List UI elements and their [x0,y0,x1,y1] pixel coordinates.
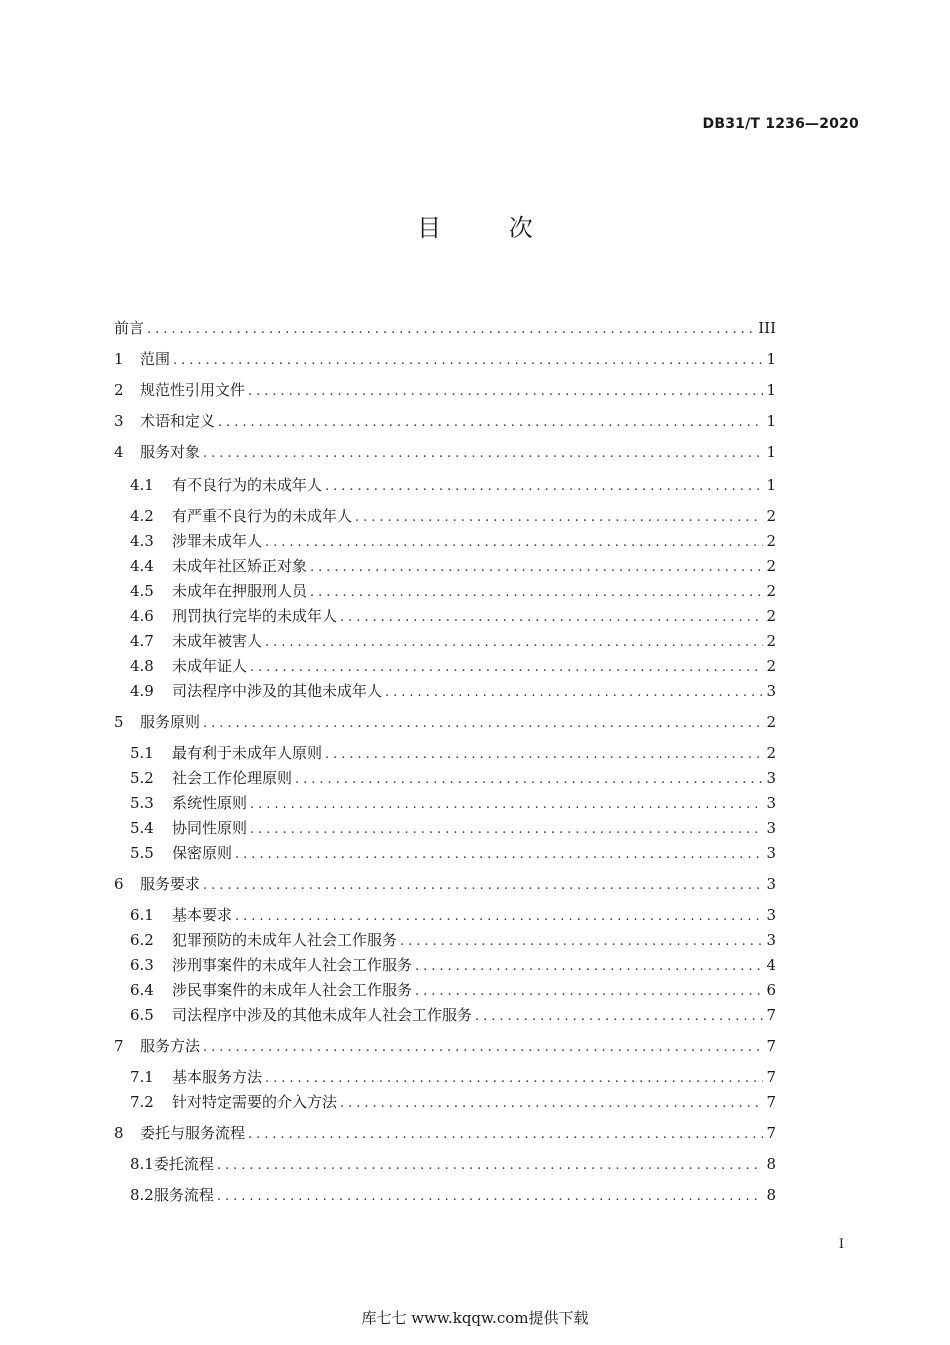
toc-entry[interactable] [114,1183,776,1207]
toc-entry-label: 前言 [114,319,145,337]
toc-leader-dots [355,506,763,530]
toc-entry-label: 涉民事案件的未成年人社会工作服务 [172,981,413,999]
toc-entry-label: 社会工作伦理原则 [172,769,293,787]
toc-entry-page: 7 [766,1124,776,1142]
toc-leader-dots [173,349,763,373]
toc-entry[interactable] [114,679,776,703]
toc-entry-number: 3 [114,412,124,430]
toc-entry-page: 8 [766,1155,776,1173]
toc-entry-page: 8 [766,1186,776,1204]
toc-entry-number: 4 [114,443,124,461]
toc-entry-label: 有不良行为的未成年人 [172,476,323,494]
toc-entry-page: 1 [766,443,776,461]
toc-entry[interactable] [114,440,776,464]
toc-leader-dots [310,581,763,605]
toc-entry[interactable] [114,791,776,815]
toc-entry-label: 犯罪预防的未成年人社会工作服务 [172,931,398,949]
toc-entry-label: 未成年证人 [172,657,248,675]
toc-entry[interactable] [114,741,776,765]
toc-entry[interactable] [114,766,776,790]
toc-leader-dots [217,1185,764,1209]
toc-entry-number: 4.2 [130,507,154,525]
toc-entry[interactable] [114,1090,776,1114]
toc-entry-number: 5.4 [130,819,154,837]
toc-entry-number: 4.6 [130,607,154,625]
toc-entry-page: 3 [766,682,776,700]
toc-leader-dots [203,1036,763,1060]
toc-entry-number: 5.1 [130,744,154,762]
toc-entry-label: 规范性引用文件 [140,381,246,399]
toc-entry-label: 保密原则 [172,844,233,862]
toc-entry-number: 4.7 [130,632,154,650]
toc-entry-number: 8.1 [130,1155,154,1173]
toc-entry-number: 7 [114,1037,124,1055]
toc-entry-label: 有严重不良行为的未成年人 [172,507,353,525]
toc-entry-number: 5.3 [130,794,154,812]
toc-entry-page: 2 [766,532,776,550]
toc-leader-dots [147,318,755,342]
toc-entry-label: 最有利于未成年人原则 [172,744,323,762]
toc-entry-number: 1 [114,350,124,368]
toc-entry-page: 3 [766,931,776,949]
toc-entry-label: 服务流程 [153,1186,214,1204]
toc-entry-label: 刑罚执行完毕的未成年人 [172,607,338,625]
toc-entry-label: 司法程序中涉及的其他未成年人 [172,682,383,700]
toc-entry[interactable] [114,316,776,340]
toc-entry-label: 服务原则 [140,713,201,731]
toc-entry-label: 涉罪未成年人 [172,532,263,550]
toc-entry-label: 委托流程 [153,1155,214,1173]
toc-leader-dots [250,656,763,680]
toc-leader-dots [475,1005,763,1029]
toc-entry-page: 1 [766,350,776,368]
toc-entry-page: 2 [766,632,776,650]
toc-entry-page: III [758,319,776,337]
toc-entry-page: 3 [766,794,776,812]
toc-entry-page: 2 [766,507,776,525]
toc-entry[interactable] [114,816,776,840]
toc-entry-page: 2 [766,713,776,731]
toc-entry-page: 3 [766,844,776,862]
toc-entry-page: 7 [766,1037,776,1055]
toc-entry-number: 6.5 [130,1006,154,1024]
toc-leader-dots [235,843,763,867]
toc-leader-dots [203,712,763,736]
toc-entry-label: 服务对象 [140,443,201,461]
toc-entry-page: 2 [766,582,776,600]
toc-entry-label: 未成年社区矫正对象 [172,557,308,575]
toc-leader-dots [265,1067,763,1091]
toc-entry-label: 涉刑事案件的未成年人社会工作服务 [172,956,413,974]
toc-entry-label: 委托与服务流程 [140,1124,246,1142]
toc-entry-label: 系统性原则 [172,794,248,812]
toc-entry-page: 3 [766,875,776,893]
toc-entry-number: 4.5 [130,582,154,600]
toc-entry[interactable] [114,629,776,653]
standard-code: DB31/T 1236—2020 [702,116,859,132]
toc-entry-page: 3 [766,906,776,924]
toc-entry-label: 服务要求 [140,875,201,893]
toc-entry-number: 4.1 [130,476,154,494]
toc-entry-label: 范围 [140,350,171,368]
toc-entry[interactable] [114,1121,776,1145]
toc-entry-number: 6.2 [130,931,154,949]
toc-entry-number: 5.2 [130,769,154,787]
toc-entry-number: 4.9 [130,682,154,700]
toc-leader-dots [218,411,763,435]
toc-entry-number: 4.3 [130,532,154,550]
toc-entry-label: 未成年被害人 [172,632,263,650]
toc-entry-label: 术语和定义 [140,412,216,430]
toc-entry-page: 2 [766,657,776,675]
page-title: 目 次 [417,214,563,242]
page-number: I [838,1237,844,1252]
toc-entry[interactable] [114,554,776,578]
toc-entry[interactable] [114,928,776,952]
toc-entry[interactable] [114,1034,776,1058]
toc-entry[interactable] [114,604,776,628]
toc-leader-dots [340,1092,763,1116]
toc-leader-dots [203,442,763,466]
toc-leader-dots [400,930,763,954]
toc-entry-page: 7 [766,1068,776,1086]
toc-leader-dots [265,631,763,655]
toc-entry[interactable] [114,1152,776,1176]
toc-leader-dots [250,818,763,842]
toc-entry-number: 7.2 [130,1093,154,1111]
toc-entry[interactable] [114,654,776,678]
toc-entry-label: 协同性原则 [172,819,248,837]
toc-entry[interactable] [114,347,776,371]
toc-entry[interactable] [114,978,776,1002]
toc-entry-number: 8 [114,1124,124,1142]
toc-entry-label: 服务方法 [140,1037,201,1055]
toc-entry-page: 3 [766,819,776,837]
toc-entry-number: 4.8 [130,657,154,675]
toc-entry-number: 7.1 [130,1068,154,1086]
toc-entry-number: 6.4 [130,981,154,999]
toc-entry-label: 基本要求 [172,906,233,924]
toc-leader-dots [325,475,763,499]
toc-entry-page: 7 [766,1093,776,1111]
toc-entry[interactable] [114,872,776,896]
toc-entry[interactable] [114,504,776,528]
toc-entry-number: 4.4 [130,557,154,575]
toc-entry[interactable] [114,1003,776,1027]
toc-leader-dots [385,681,763,705]
toc-leader-dots [415,980,763,1004]
toc-entry-label: 基本服务方法 [172,1068,263,1086]
toc-entry-page: 2 [766,607,776,625]
toc-entry-label: 针对特定需要的介入方法 [172,1093,338,1111]
toc-entry[interactable] [114,841,776,865]
toc-leader-dots [250,793,763,817]
toc-entry-number: 2 [114,381,124,399]
toc-entry[interactable] [114,1065,776,1089]
toc-leader-dots [203,874,763,898]
toc-entry-number: 8.2 [130,1186,154,1204]
toc-leader-dots [295,768,763,792]
toc-entry[interactable] [114,529,776,553]
toc-leader-dots [235,905,763,929]
toc-entry-page: 2 [766,744,776,762]
toc-entry[interactable] [114,378,776,402]
toc-entry-page: 6 [766,981,776,999]
toc-entry-number: 5.5 [130,844,154,862]
toc-entry[interactable] [114,473,776,497]
toc-entry[interactable] [114,903,776,927]
toc-leader-dots [265,531,763,555]
toc-leader-dots [217,1154,764,1178]
toc-entry-page: 4 [766,956,776,974]
toc-entry-label: 未成年在押服刑人员 [172,582,308,600]
toc-entry-page: 1 [766,412,776,430]
toc-entry-number: 6.3 [130,956,154,974]
toc-leader-dots [340,606,763,630]
toc-entry-page: 3 [766,769,776,787]
toc-entry-number: 6.1 [130,906,154,924]
toc-entry-page: 2 [766,557,776,575]
toc-leader-dots [325,743,763,767]
toc-entry-number: 6 [114,875,124,893]
toc-entry[interactable] [114,710,776,734]
toc-entry[interactable] [114,579,776,603]
toc-entry-number: 5 [114,713,124,731]
toc-entry-page: 1 [766,476,776,494]
toc-entry[interactable] [114,953,776,977]
toc-entry-label: 司法程序中涉及的其他未成年人社会工作服务 [172,1006,473,1024]
toc-entry-page: 1 [766,381,776,399]
toc-leader-dots [415,955,763,979]
toc-entry[interactable] [114,409,776,433]
toc-leader-dots [248,380,763,404]
toc-leader-dots [248,1123,763,1147]
toc-leader-dots [310,556,763,580]
download-note: 库七七 www.kqqw.com提供下载 [361,1309,589,1327]
toc-entry-page: 7 [766,1006,776,1024]
